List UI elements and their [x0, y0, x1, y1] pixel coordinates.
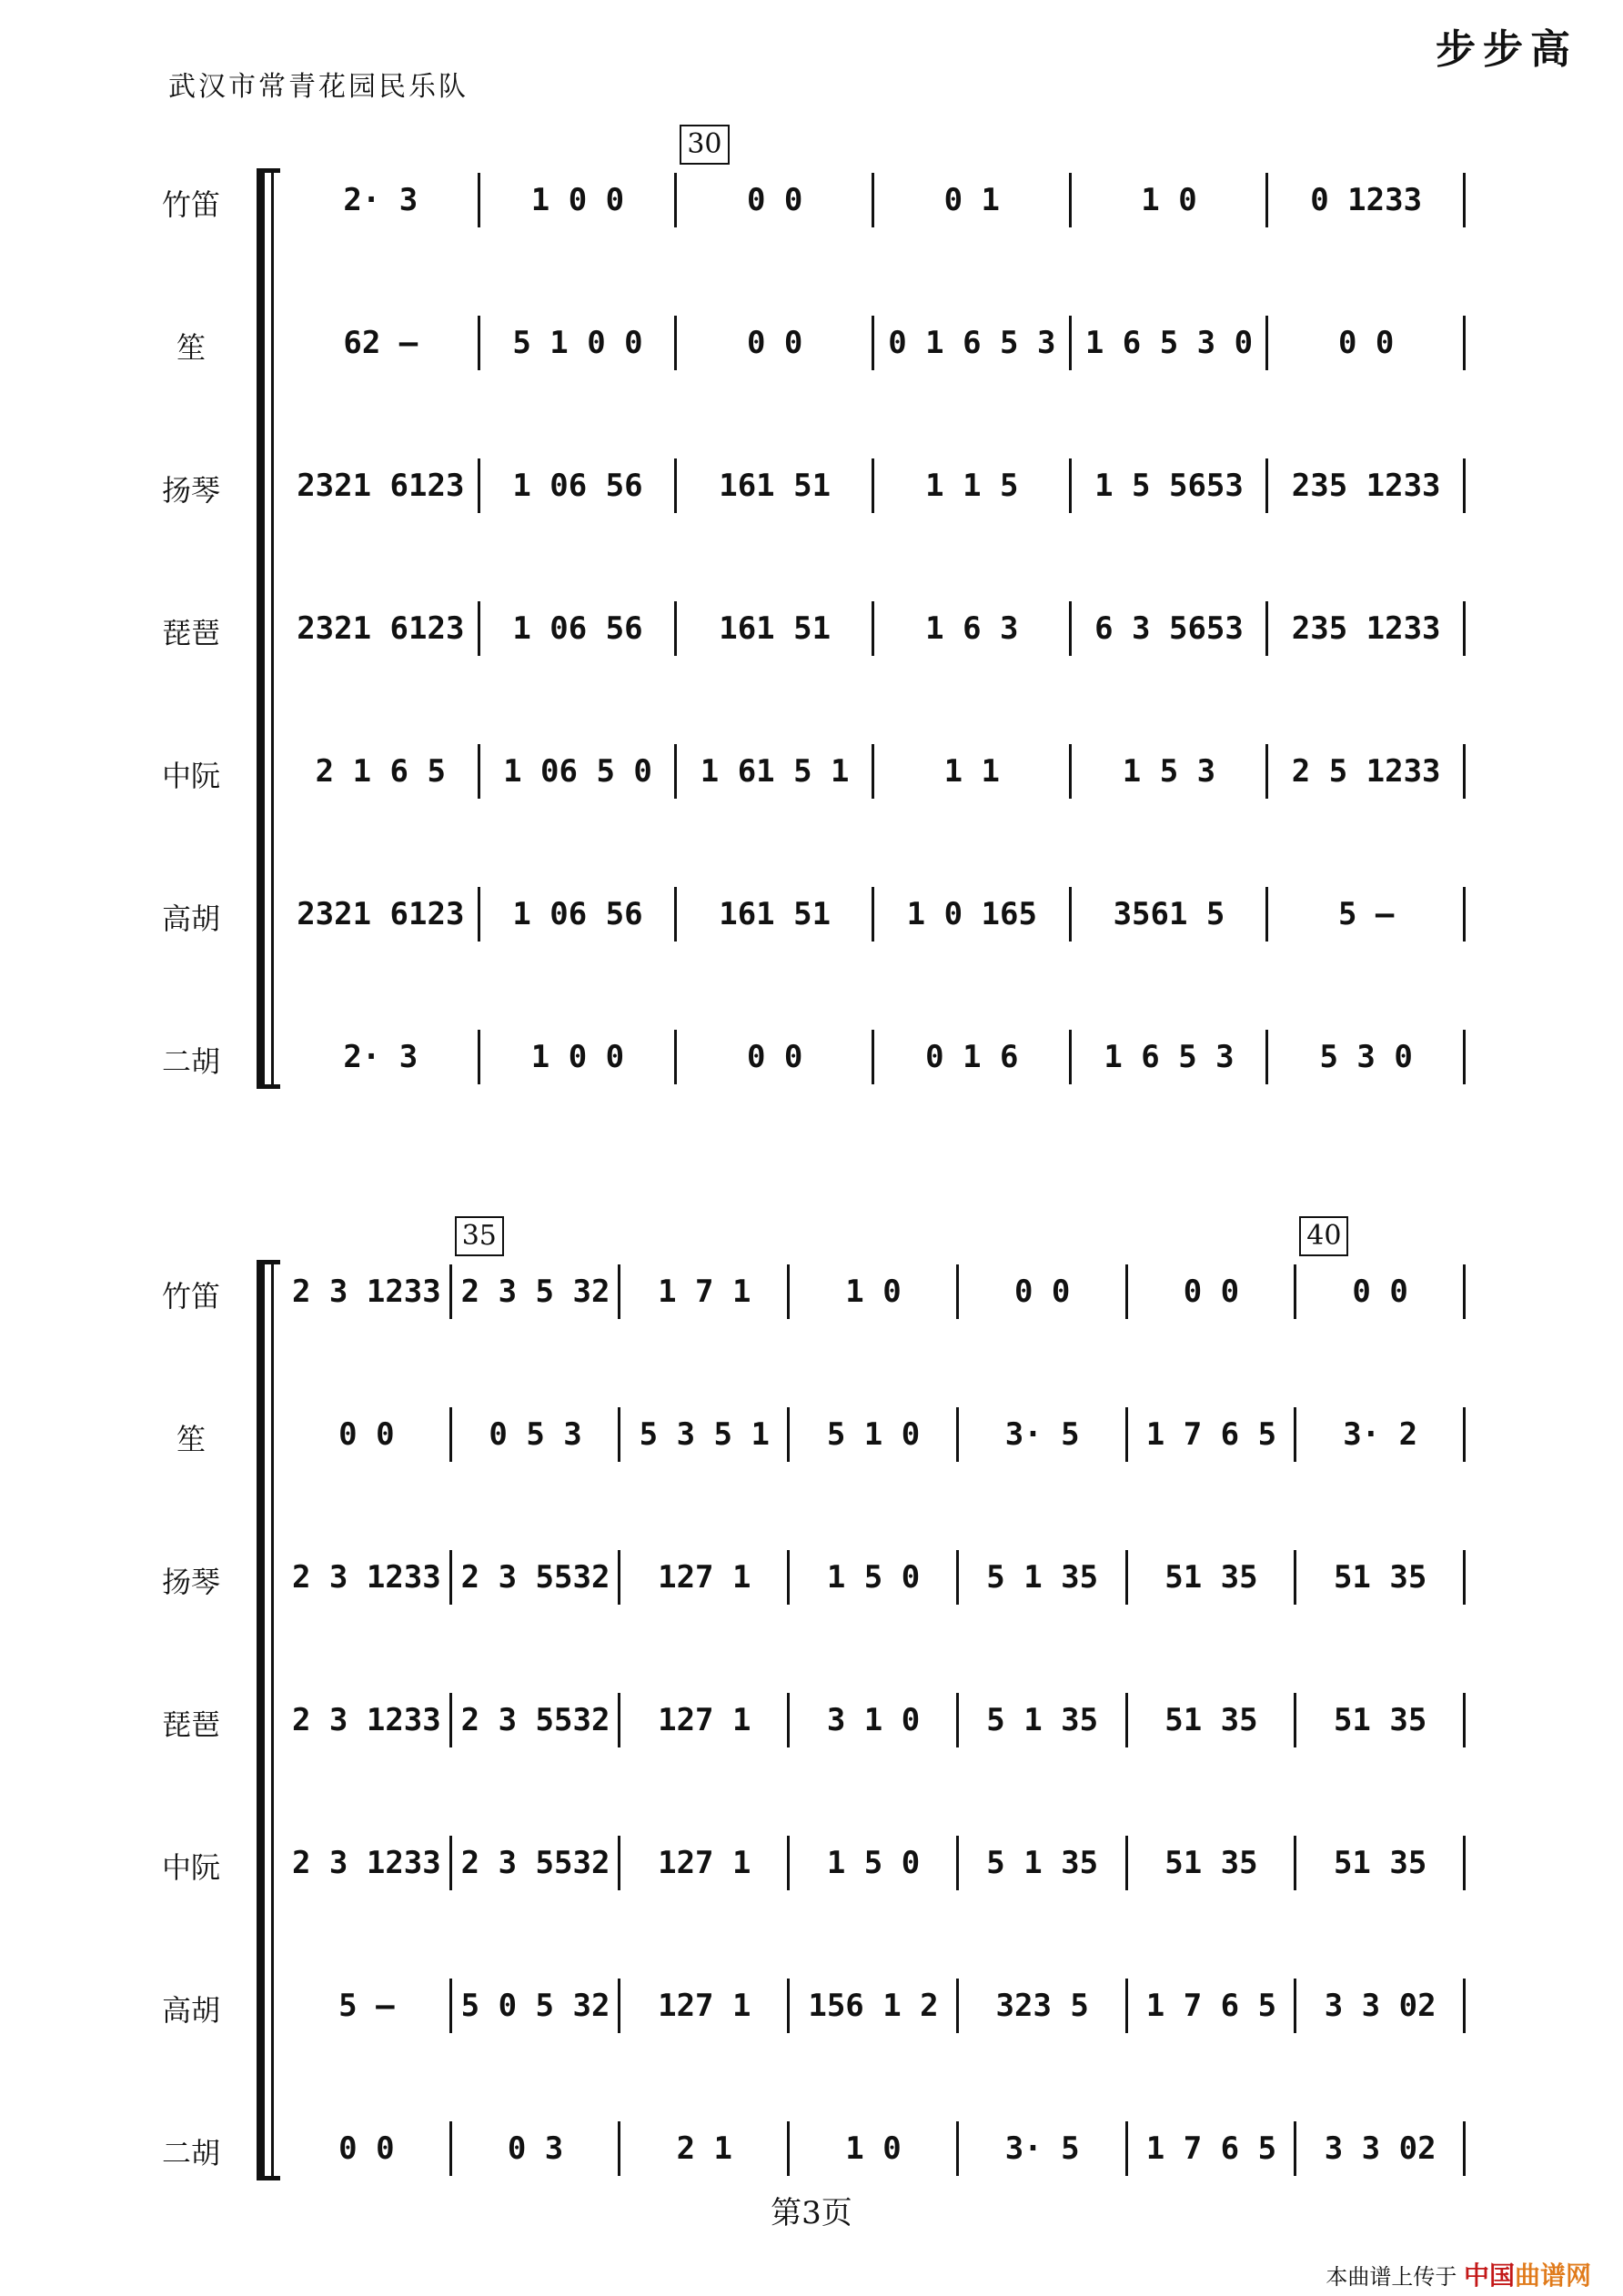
barline: [1463, 1030, 1466, 1084]
barline: [1463, 887, 1466, 942]
bracket-cap: [257, 1260, 280, 1264]
measure: 127 1: [658, 1702, 751, 1738]
measure: 161 51: [719, 610, 832, 647]
measure: 51 35: [1333, 1702, 1427, 1738]
measure: 51 35: [1164, 1702, 1258, 1738]
barline: [1463, 744, 1466, 799]
staff-row: [282, 1260, 1474, 1324]
measure: 2 3 1233: [291, 1559, 441, 1596]
measure: 1 6 5 3 0: [1084, 325, 1254, 361]
measure: 127 1: [658, 1988, 751, 2024]
measure: 5 –: [1337, 896, 1395, 932]
measure: 1 06 56: [512, 468, 643, 504]
instrument-label: 琵琶: [161, 1707, 220, 1742]
instrument-label: 笙: [176, 330, 206, 365]
footer-brand-a[interactable]: 中国: [1463, 2261, 1515, 2291]
staff-row: [282, 1546, 1474, 1609]
measure: 2 3 5532: [460, 1845, 610, 1881]
measure: 5 3 0: [1319, 1039, 1413, 1075]
measure: 2· 3: [343, 1039, 418, 1075]
measure: 0 0: [746, 182, 803, 218]
measure: 1 0: [845, 1274, 902, 1310]
instrument-label: 中阮: [161, 1850, 220, 1885]
measure: 5 –: [338, 1988, 395, 2024]
measure: 1 7 6 5: [1145, 2130, 1277, 2167]
staff-row: [282, 311, 1474, 375]
barline: [1463, 458, 1466, 513]
measure: 1 0: [1141, 182, 1197, 218]
barline: [1463, 1836, 1466, 1890]
staff-row: [282, 1403, 1474, 1466]
instrument-label: 笙: [176, 1422, 206, 1456]
measure: 1 5 5653: [1094, 468, 1244, 504]
measure: 3 1 0: [826, 1702, 921, 1738]
staff-row: [282, 597, 1474, 660]
measure: 5 1 35: [986, 1702, 1099, 1738]
measure: 161 51: [719, 468, 832, 504]
measure: 1 06 56: [512, 896, 643, 932]
barline: [1463, 316, 1466, 370]
measure-number: 35: [455, 1216, 504, 1256]
measure: 6 3 5653: [1094, 610, 1244, 647]
measure: 1 61 5 1: [700, 753, 850, 790]
staff-row: [282, 740, 1474, 803]
staff-row: [282, 1025, 1474, 1089]
instrument-label: 扬琴: [161, 1565, 220, 1599]
measure: 1 6 3: [925, 610, 1019, 647]
measure: 1 06 56: [512, 610, 643, 647]
bracket-cap: [257, 168, 280, 173]
measure: 1 06 5 0: [503, 753, 652, 790]
staff-row: [282, 1974, 1474, 2038]
measure: 1 1 5: [925, 468, 1019, 504]
measure: 0 0: [1183, 1274, 1240, 1310]
footer-prefix: 本曲谱上传于: [1326, 2264, 1457, 2290]
barline: [1463, 1407, 1466, 1462]
measure: 5 1 0 0: [512, 325, 643, 361]
measure: 2 5 1233: [1291, 753, 1441, 790]
measure: 51 35: [1164, 1559, 1258, 1596]
measure: 0 0: [746, 1039, 803, 1075]
measure: 5 3 5 1: [639, 1416, 770, 1453]
measure: 2 1 6 5: [315, 753, 446, 790]
bracket-cap: [257, 2176, 280, 2180]
measure: 235 1233: [1291, 468, 1441, 504]
measure: 1 5 3: [1122, 753, 1216, 790]
instrument-label: 竹笛: [161, 1279, 220, 1314]
barline: [1463, 1979, 1466, 2033]
measure: 127 1: [658, 1559, 751, 1596]
measure: 0 0: [1352, 1274, 1408, 1310]
measure: 1 7 6 5: [1145, 1416, 1277, 1453]
ensemble-name: 武汉市常青花园民乐队: [168, 71, 469, 103]
measure: 1 7 6 5: [1145, 1988, 1277, 2024]
system-bracket: [257, 1260, 265, 2180]
measure: 0 5 3: [489, 1416, 582, 1453]
measure: 2 3 5532: [460, 1702, 610, 1738]
measure: 1 7 1: [658, 1274, 751, 1310]
measure: 51 35: [1333, 1845, 1427, 1881]
measure: 2 3 1233: [291, 1274, 441, 1310]
instrument-label: 中阮: [161, 759, 220, 793]
measure: 323 5: [995, 1988, 1089, 2024]
system-bracket-line: [271, 168, 274, 1089]
measure: 62 –: [343, 325, 418, 361]
measure: 51 35: [1164, 1845, 1258, 1881]
measure: 51 35: [1333, 1559, 1427, 1596]
staff-row: [282, 1688, 1474, 1752]
staff-row: [282, 2117, 1474, 2180]
measure: 2 3 5 32: [460, 1274, 610, 1310]
measure: 161 51: [719, 896, 832, 932]
measure: 127 1: [658, 1845, 751, 1881]
measure: 1 0: [845, 2130, 902, 2167]
measure: 0 3: [507, 2130, 564, 2167]
measure: 1 6 5 3: [1104, 1039, 1235, 1075]
measure: 0 0: [1013, 1274, 1071, 1310]
staff-row: [282, 1831, 1474, 1895]
barline: [1463, 601, 1466, 656]
staff-row: [282, 168, 1474, 232]
measure: 2 1: [676, 2130, 732, 2167]
measure: 3 3 02: [1324, 1988, 1437, 2024]
measure: 3561 5: [1113, 896, 1225, 932]
measure: 0 0: [338, 1416, 395, 1453]
measure: 5 1 0: [826, 1416, 921, 1453]
measure: 3 3 02: [1324, 2130, 1437, 2167]
staff-row: [282, 454, 1474, 518]
measure: 5 1 35: [986, 1559, 1099, 1596]
instrument-label: 二胡: [161, 1044, 220, 1079]
measure: 156 1 2: [808, 1988, 939, 2024]
measure: 1 1: [943, 753, 1001, 790]
bracket-cap: [257, 1084, 280, 1089]
measure: 1 0 0: [530, 1039, 625, 1075]
instrument-label: 竹笛: [161, 187, 220, 222]
measure: 0 1 6 5 3: [888, 325, 1056, 361]
measure: 0 1 6: [925, 1039, 1019, 1075]
piece-title: 步步高: [1436, 26, 1578, 73]
barline: [1463, 1693, 1466, 1747]
measure: 1 0 0: [530, 182, 625, 218]
instrument-label: 扬琴: [161, 473, 220, 508]
measure: 5 0 5 32: [460, 1988, 610, 2024]
measure: 2 3 1233: [291, 1702, 441, 1738]
measure: 0 1: [943, 182, 1001, 218]
measure: 5 1 35: [986, 1845, 1099, 1881]
page-number: 第3页: [771, 2195, 852, 2231]
measure: 1 5 0: [826, 1845, 921, 1881]
barline: [1463, 173, 1466, 227]
system-bracket-line: [271, 1260, 274, 2180]
barline: [1463, 1550, 1466, 1605]
measure: 3· 5: [1004, 2130, 1080, 2167]
measure: 0 0: [746, 325, 803, 361]
measure: 2321 6123: [297, 896, 465, 932]
measure: 2 3 5532: [460, 1559, 610, 1596]
measure: 1 5 0: [826, 1559, 921, 1596]
footer-brand-b[interactable]: 曲谱网: [1514, 2261, 1591, 2291]
instrument-label: 高胡: [161, 901, 220, 936]
measure: 0 1233: [1310, 182, 1423, 218]
system-bracket: [257, 168, 265, 1089]
measure: 3· 2: [1343, 1416, 1418, 1453]
staff-row: [282, 882, 1474, 946]
barline: [1463, 2121, 1466, 2176]
barline: [1463, 1264, 1466, 1319]
instrument-label: 琵琶: [161, 616, 220, 650]
measure: 2321 6123: [297, 468, 465, 504]
measure: 2· 3: [343, 182, 418, 218]
measure: 0 0: [338, 2130, 395, 2167]
measure: 1 0 165: [906, 896, 1037, 932]
measure: 0 0: [1337, 325, 1395, 361]
measure: 2 3 1233: [291, 1845, 441, 1881]
footer-credit: [1326, 2256, 1591, 2292]
instrument-label: 高胡: [161, 1993, 220, 2028]
measure-number: 30: [680, 125, 729, 165]
measure: 3· 5: [1004, 1416, 1080, 1453]
measure-number: 40: [1299, 1216, 1348, 1256]
measure: 235 1233: [1291, 610, 1441, 647]
measure: 2321 6123: [297, 610, 465, 647]
instrument-label: 二胡: [161, 2136, 220, 2170]
